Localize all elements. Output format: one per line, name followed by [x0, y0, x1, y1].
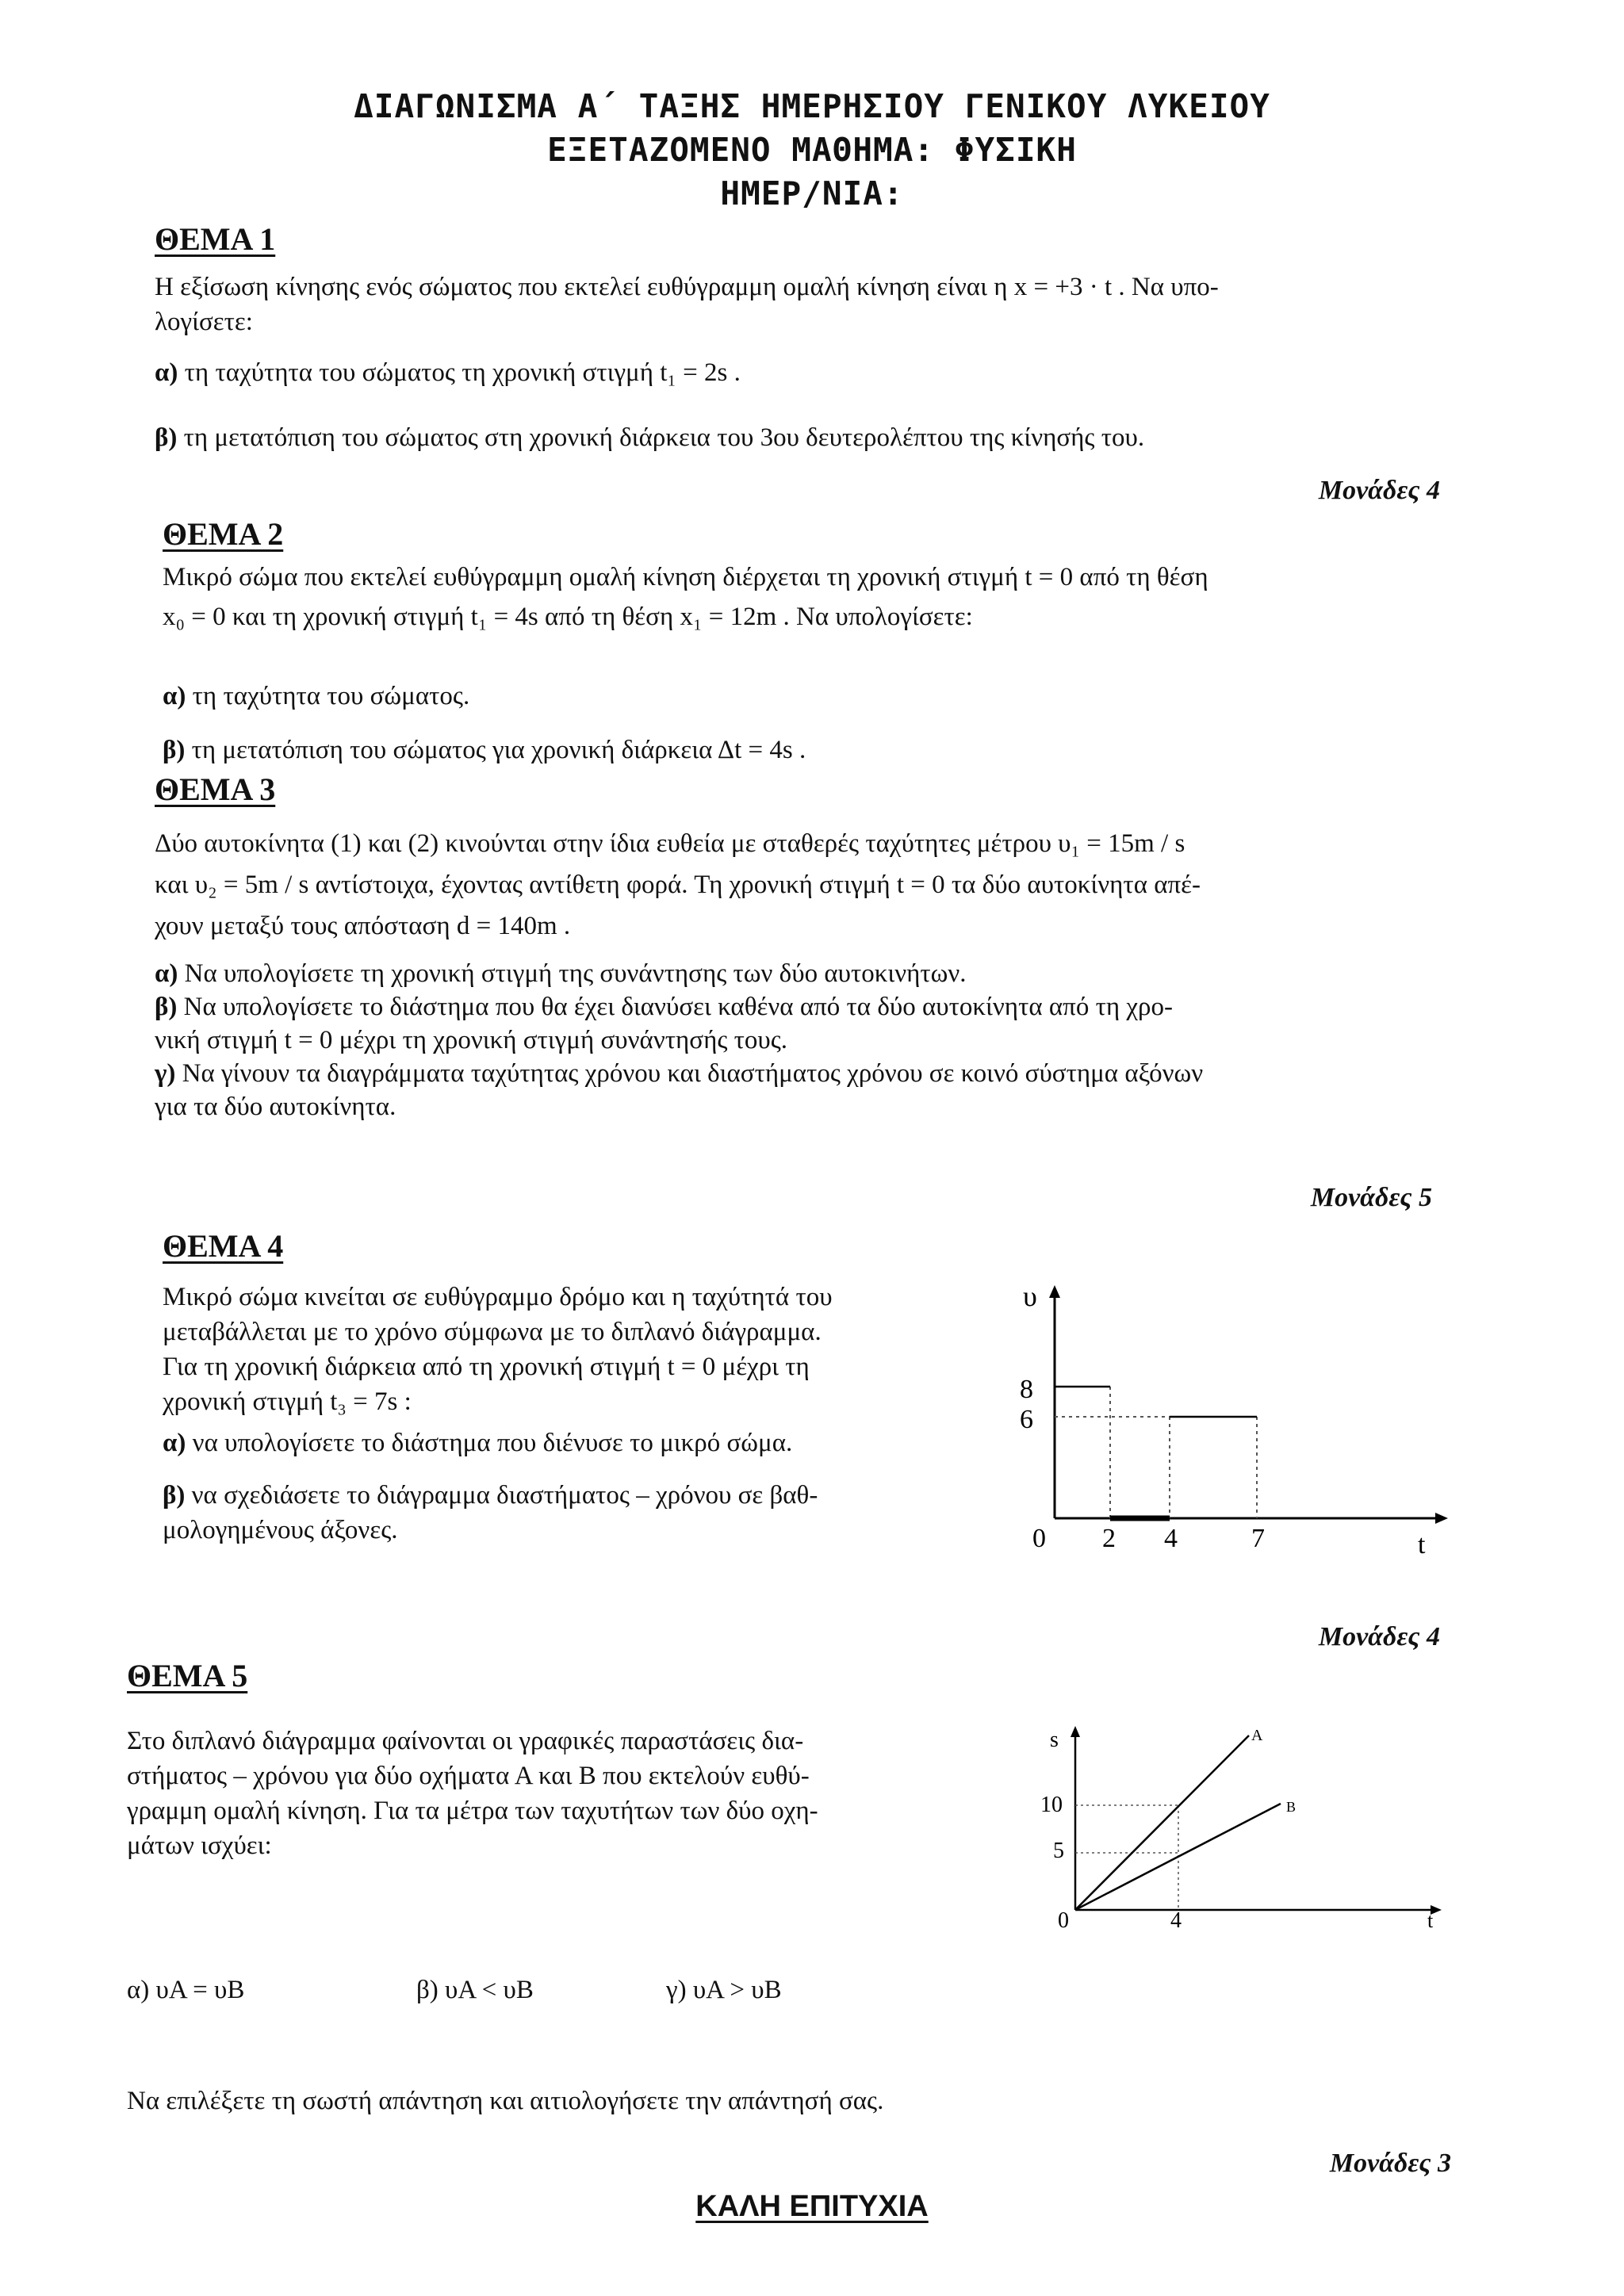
date-line: ΗΜΕΡ/ΝΙΑ:	[720, 174, 904, 212]
topic-3-question-b-line-1	[155, 989, 1173, 1024]
topic-1-intro-line-1: Η εξίσωση κίνησης ενός σώματος που εκτελεί ευθύγραμμη ομαλή κίνηση είναι η x = +3 · t . Να υπο-	[155, 273, 1219, 301]
question-b-label: β)	[163, 736, 186, 764]
topic-4-question-b-line-2: μολογημένους άξονες.	[163, 1516, 398, 1544]
question-a-text: να υπολογίσετε το διάστημα που διένυσε το μικρό σώμα.	[186, 1429, 793, 1457]
velocity-time-graph	[999, 1280, 1451, 1566]
t-axis-arrow	[1435, 1513, 1448, 1524]
t-tick-7: 7	[1251, 1524, 1265, 1553]
question-c-text: Να γίνουν τα διαγράμματα ταχύτητας χρόνου και διαστήματος χρόνου σε κοινό σύστημα αξόνων	[175, 1059, 1204, 1088]
topic-5-instruction: Να επιλέξετε τη σωστή απάντηση και αιτιολογήσετε την απάντησή σας.	[127, 2087, 884, 2115]
topic-3-intro-line-2: και υ₂ = 5m / s αντίστοιχα, έχοντας αντίθετη φορά. Τη χρονική στιγμή t = 0 τα δύο αυτοκίνητα απέ-	[155, 871, 1201, 899]
topic-5-units: Μονάδες 3	[1329, 2149, 1451, 2178]
question-b-text: Να υπολογίσετε το διάστημα που θα έχει διανύσει καθένα από τα δύο αυτοκίνητα από τη χρο-	[177, 993, 1173, 1021]
s-axis-label: s	[1050, 1728, 1059, 1752]
v-axis-arrow	[1049, 1285, 1060, 1298]
topic-1-intro-line-2: λογίσετε:	[155, 308, 253, 336]
topic-5-line-1: Στο διπλανό διάγραμμα φαίνονται οι γραφικές παραστάσεις δια-	[127, 1727, 804, 1755]
line-a	[1075, 1735, 1249, 1910]
t-tick-0: 0	[1032, 1524, 1046, 1553]
topic-3-question-b-line-2: νική στιγμή t = 0 μέχρι τη χρονική στιγμή συνάντησής τους.	[155, 1026, 788, 1054]
question-c-label: γ)	[155, 1059, 176, 1088]
question-a-text: τη ταχύτητα του σώματος τη χρονική στιγμή t₁ = 2s .	[178, 358, 741, 387]
question-b-text: να σχεδιάσετε το διάγραμμα διαστήματος – χρόνου σε βαθ-	[185, 1481, 818, 1510]
exam-title: ΔΙΑΓΩΝΙΣΜΑ Α΄ ΤΑΞΗΣ ΗΜΕΡΗΣΙΟΥ ΓΕΝΙΚΟΥ ΛΥΚΕΙΟΥ	[354, 87, 1270, 125]
t-tick-4: 4	[1170, 1908, 1182, 1933]
option-a: α) υΑ = υΒ	[127, 1976, 245, 2004]
subject-line: ΕΞΕΤΑΖΟΜΕΝΟ ΜΑΘΗΜΑ: ΦΥΣΙΚΗ	[547, 131, 1077, 169]
s-axis-arrow	[1071, 1726, 1080, 1737]
topic-4-line-1: Μικρό σώμα κινείται σε ευθύγραμμο δρόμο και η ταχύτητά του	[163, 1283, 833, 1311]
topic-2-question-b	[163, 733, 806, 767]
topic-3-title: ΘΕΜΑ 3	[155, 771, 276, 807]
question-a-label: α)	[163, 682, 186, 710]
question-a-label: α)	[155, 358, 178, 387]
topic-3-question-a	[155, 956, 967, 991]
v-tick-6: 6	[1020, 1405, 1033, 1434]
option-c: γ) υΑ > υΒ	[666, 1976, 782, 2004]
t-tick-0: 0	[1058, 1908, 1069, 1933]
topic-1-question-a	[155, 355, 741, 390]
topic-3-units: Μονάδες 5	[1310, 1183, 1432, 1212]
topic-2-intro-line-2: x₀ = 0 και τη χρονική στιγμή t₁ = 4s από τη θέση x₁ = 12m . Να υπολογίσετε:	[163, 603, 973, 631]
topic-5-line-2: στήματος – χρόνου για δύο οχήματα Α και Β που εκτελούν ευθύ-	[127, 1762, 810, 1790]
t-axis-label: t	[1418, 1530, 1426, 1559]
topic-2-intro-line-1: Μικρό σώμα που εκτελεί ευθύγραμμη ομαλή κίνηση διέρχεται τη χρονική στιγμή t = 0 από τη θέση	[163, 563, 1208, 591]
question-a-text: τη ταχύτητα του σώματος.	[186, 682, 470, 710]
t-tick-2: 2	[1102, 1524, 1116, 1553]
topic-3-question-c-line-1	[155, 1056, 1203, 1091]
question-b-label: β)	[155, 993, 178, 1021]
topic-5-title: ΘΕΜΑ 5	[127, 1658, 248, 1693]
topic-4-line-3: Για τη χρονική διάρκεια από τη χρονική στιγμή t = 0 μέχρι τη	[163, 1353, 810, 1381]
s-tick-5: 5	[1053, 1839, 1064, 1863]
line-a-label: A	[1251, 1727, 1263, 1744]
topic-3-question-c-line-2: για τα δύο αυτοκίνητα.	[155, 1093, 396, 1121]
topic-4-title: ΘΕΜΑ 4	[163, 1228, 284, 1264]
question-b-text: τη μετατόπιση του σώματος στη χρονική διάρκεια του 3ου δευτερολέπτου της κίνησής του.	[177, 423, 1145, 452]
good-luck-footer: ΚΑΛΗ ΕΠΙΤΥΧΙΑ	[695, 2190, 929, 2223]
question-a-text: Να υπολογίσετε τη χρονική στιγμή της συνάντησης των δύο αυτοκινήτων.	[178, 959, 967, 988]
option-b: β) υΑ < υΒ	[416, 1976, 534, 2004]
v-tick-8: 8	[1020, 1375, 1033, 1404]
line-b	[1075, 1804, 1281, 1910]
topic-5-line-4: μάτων ισχύει:	[127, 1831, 272, 1860]
question-b-label: β)	[163, 1481, 186, 1510]
topic-4-question-b-line-1	[163, 1478, 818, 1513]
question-a-label: α)	[155, 959, 178, 988]
line-b-label: B	[1286, 1799, 1297, 1815]
topic-4-units: Μονάδες 4	[1318, 1622, 1440, 1651]
topic-1-units: Μονάδες 4	[1318, 476, 1440, 505]
distance-time-graph	[1039, 1716, 1451, 1938]
topic-4-line-4: χρονική στιγμή t₃ = 7s :	[163, 1387, 412, 1416]
topic-2-title: ΘΕΜΑ 2	[163, 516, 284, 552]
topic-1-title: ΘΕΜΑ 1	[155, 221, 276, 257]
t-tick-4: 4	[1164, 1524, 1178, 1553]
topic-2-question-a	[163, 679, 469, 714]
s-tick-10: 10	[1040, 1793, 1063, 1817]
question-b-label: β)	[155, 423, 178, 452]
question-a-label: α)	[163, 1429, 186, 1457]
t-axis-label: t	[1427, 1909, 1434, 1932]
topic-4-question-a	[163, 1425, 792, 1460]
question-b-text: τη μετατόπιση του σώματος για χρονική διάρκεια Δt = 4s .	[185, 736, 806, 764]
topic-3-intro-line-1: Δύο αυτοκίνητα (1) και (2) κινούνται στην ίδια ευθεία με σταθερές ταχύτητες μέτρου υ₁ = 15m / s	[155, 829, 1185, 858]
topic-5-line-3: γραμμη ομαλή κίνηση. Για τα μέτρα των ταχυτήτων των δύο οχη-	[127, 1797, 818, 1825]
topic-3-intro-line-3: χουν μεταξύ τους απόσταση d = 140m .	[155, 912, 571, 940]
topic-4-line-2: μεταβάλλεται με το χρόνο σύμφωνα με το διπλανό διάγραμμα.	[163, 1318, 822, 1346]
topic-1-question-b	[155, 420, 1144, 455]
v-axis-label: υ	[1023, 1280, 1037, 1312]
